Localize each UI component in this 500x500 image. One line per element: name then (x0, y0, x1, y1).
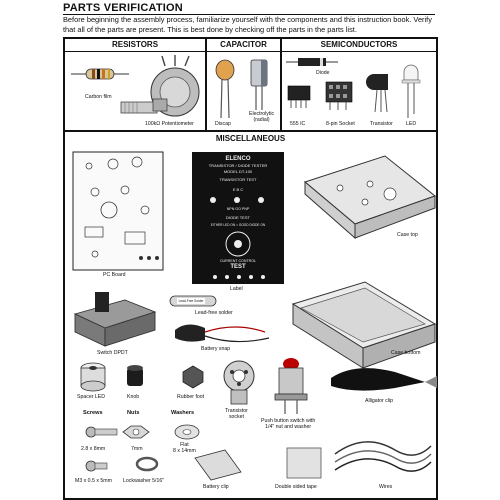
diode-label: Diode (316, 70, 330, 76)
semiconductor-illustrations (282, 52, 436, 132)
pc-board-label: PC Board (103, 272, 126, 278)
lockwasher-icon (137, 458, 157, 470)
pc-board-icon (73, 152, 163, 270)
transistor-socket-label: Transistor socket (225, 408, 248, 420)
case-top-label: Case top (397, 232, 418, 238)
spacer-led-icon (81, 363, 105, 391)
ic-socket-icon (326, 82, 352, 110)
discap-icon (216, 60, 234, 118)
semiconductors-section (280, 37, 438, 132)
washer-label: Flat 8 x 14mm (173, 442, 196, 454)
resistors-heading: RESISTORS (111, 40, 159, 49)
semiconductors-heading: SEMICONDUCTORS (320, 40, 398, 49)
case-bottom-label: Case bottom (391, 350, 421, 356)
miscellaneous-heading: MISCELLANEOUS (215, 134, 286, 143)
discap-label: Discap (215, 121, 231, 127)
battery-snap-icon (175, 324, 269, 341)
lockwasher-label: Lockwasher 5/16" (123, 478, 165, 484)
miscellaneous-section (63, 130, 438, 500)
carbon-film-label: Carbon film (85, 94, 112, 100)
miscellaneous-illustrations (65, 132, 436, 492)
knob-label: Knob (127, 394, 140, 400)
ic555-label: 555 IC (290, 121, 306, 127)
screw2-label: M3 x 0.5 x 5mm (75, 478, 112, 484)
tape-label: Double sided tape (275, 484, 317, 490)
battery-snap-label: Battery snap (201, 346, 231, 352)
label-line2: MODEL DT-100 (223, 169, 253, 174)
label-line1: TRANSISTOR / DIODE TESTER (208, 163, 268, 168)
page-title: PARTS VERIFICATION (63, 2, 183, 14)
ic-555-icon (288, 86, 310, 108)
resistor-illustrations (65, 52, 205, 132)
diode-icon (286, 58, 338, 66)
electrolytic-capacitor-icon (251, 60, 267, 110)
label-led-row: NPN GO PNP (226, 207, 250, 211)
alligator-clip-label: Alligator clip (365, 398, 393, 404)
solder-label: Lead-free solder (195, 310, 233, 316)
nuts-heading: Nuts (127, 410, 140, 416)
transistor-label: Transistor (370, 121, 393, 127)
label-current: CURRENT CONTROL (219, 259, 257, 263)
spacer-led-label: Spacer LED (77, 394, 105, 400)
nut-icon (123, 426, 149, 438)
solder-tube-label: Lead-Free Solder (178, 299, 204, 303)
rubber-foot-icon (183, 366, 203, 388)
label-diode-test: DIODE TEST (226, 215, 250, 220)
resistors-section (63, 37, 207, 132)
case-top-icon (305, 156, 435, 238)
led-label: LED (406, 121, 417, 127)
nut-label: 7mm (131, 446, 143, 452)
socket-label: 8-pin Socket (326, 121, 355, 127)
double-sided-tape-icon (287, 448, 321, 478)
screw1-label: 2.8 x 8mm (81, 446, 106, 452)
transistor-socket-icon (224, 361, 254, 404)
label-line3: TRANSISTOR TEST (219, 177, 257, 182)
led-icon (402, 65, 420, 118)
transistor-icon (366, 74, 388, 112)
wires-icon (335, 442, 431, 471)
washer-icon (175, 425, 199, 439)
electrolytic-label: Electrolytic (radial) (249, 111, 275, 123)
label-pins: E B C (232, 187, 244, 192)
washers-heading: Washers (171, 410, 195, 416)
switch-dpdt-label: Switch DPDT (97, 350, 128, 356)
alligator-clip-icon (331, 368, 437, 390)
label-note: EITHER LED ON = GOOD DIODE ON (210, 223, 266, 227)
intro-paragraph: Before beginning the assembly process, familiarize yourself with the components and this instruction book. Verify that all of the parts are present. This is best done by checking off the parts in the parts list. (63, 15, 432, 34)
knob-icon (127, 365, 143, 386)
carbon-film-resistor-icon (71, 69, 129, 79)
potentiometer-label: 100kΩ Potentiometer (145, 121, 194, 127)
label-brand: ELENCO (225, 156, 251, 162)
rubber-foot-label: Rubber foot (177, 394, 205, 400)
potentiometer-icon (121, 55, 199, 116)
label-caption: Label (230, 286, 243, 292)
wires-label: Wires (379, 484, 393, 490)
capacitor-section (205, 37, 282, 132)
push-button-label: Push button switch with 1/4" nut and washer (261, 418, 316, 430)
push-button-switch-icon (275, 358, 307, 414)
battery-clip-icon (195, 450, 241, 480)
battery-clip-label: Battery clip (203, 484, 229, 490)
label-test: TEST (230, 264, 246, 270)
screws-heading: Screws (83, 410, 103, 416)
capacitor-heading: CAPACITOR (220, 40, 267, 49)
switch-dpdt-icon (75, 292, 155, 346)
